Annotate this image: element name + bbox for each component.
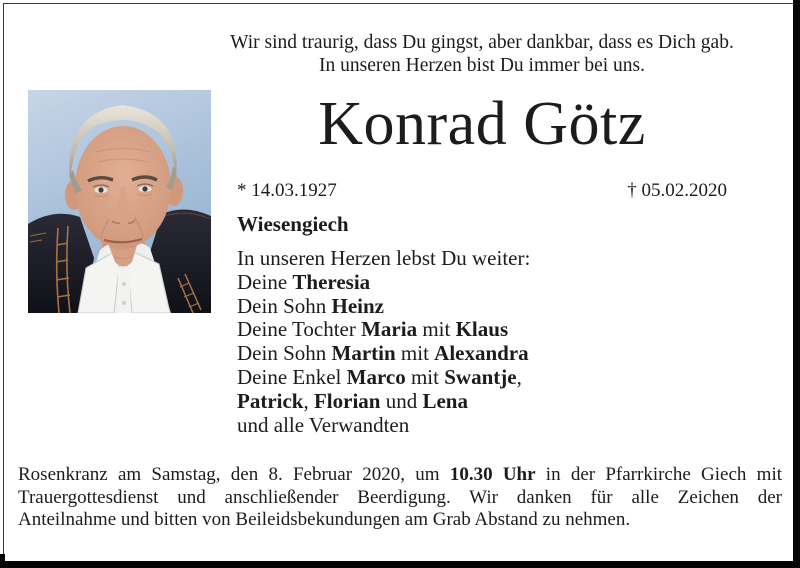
place-name: Wiesengiech	[237, 212, 349, 236]
mourners-closing: und alle Verwandten	[237, 412, 410, 437]
deceased-name: Konrad Götz	[318, 90, 646, 158]
mourner-line: Patrick, Florian und Lena	[237, 388, 468, 413]
mourner-line: Deine Tochter Maria mit Klaus	[237, 317, 509, 342]
mourner-line: Deine Theresia	[237, 269, 371, 294]
frame-left-edge	[3, 3, 4, 561]
funeral-details-line: Trauergottesdienst und anschließender Beerdigung. Wir danken für alle Zeichen der	[18, 486, 782, 508]
mourners-intro: In unseren Herzen lebst Du weiter:	[237, 246, 531, 270]
frame-top-edge	[3, 3, 793, 4]
portrait-photo-image	[28, 90, 211, 313]
funeral-details	[18, 464, 782, 532]
frame-shadow-right	[793, 0, 800, 568]
funeral-details-line: Rosenkranz am Samstag, den 8. Februar 2020, um 10.30 Uhr in der Pfarrkirche Giech mit	[18, 464, 782, 485]
epigraph-line-1: Wir sind traurig, dass Du gingst, aber dankbar, dass es Dich gab.	[230, 32, 734, 53]
epigraph-line-2: In unseren Herzen bist Du immer bei uns.	[319, 55, 645, 76]
mourner-line: Dein Sohn Heinz	[237, 293, 384, 318]
frame-shadow-corner	[0, 554, 5, 568]
portrait-photo	[28, 90, 211, 313]
mourner-line: Dein Sohn Martin mit Alexandra	[237, 341, 529, 366]
mourner-line: Deine Enkel Marco mit Swantje,	[237, 364, 522, 389]
death-date: † 05.02.2020	[627, 180, 727, 201]
birth-date: * 14.03.1927	[237, 180, 337, 201]
epigraph	[130, 31, 800, 77]
funeral-details-line: Anteilnahme und bitten von Beileidsbekundungen am Grab Abstand zu nehmen.	[18, 509, 631, 531]
life-dates	[237, 180, 727, 202]
frame-shadow-bottom	[0, 561, 800, 568]
mourners-list	[237, 247, 707, 437]
